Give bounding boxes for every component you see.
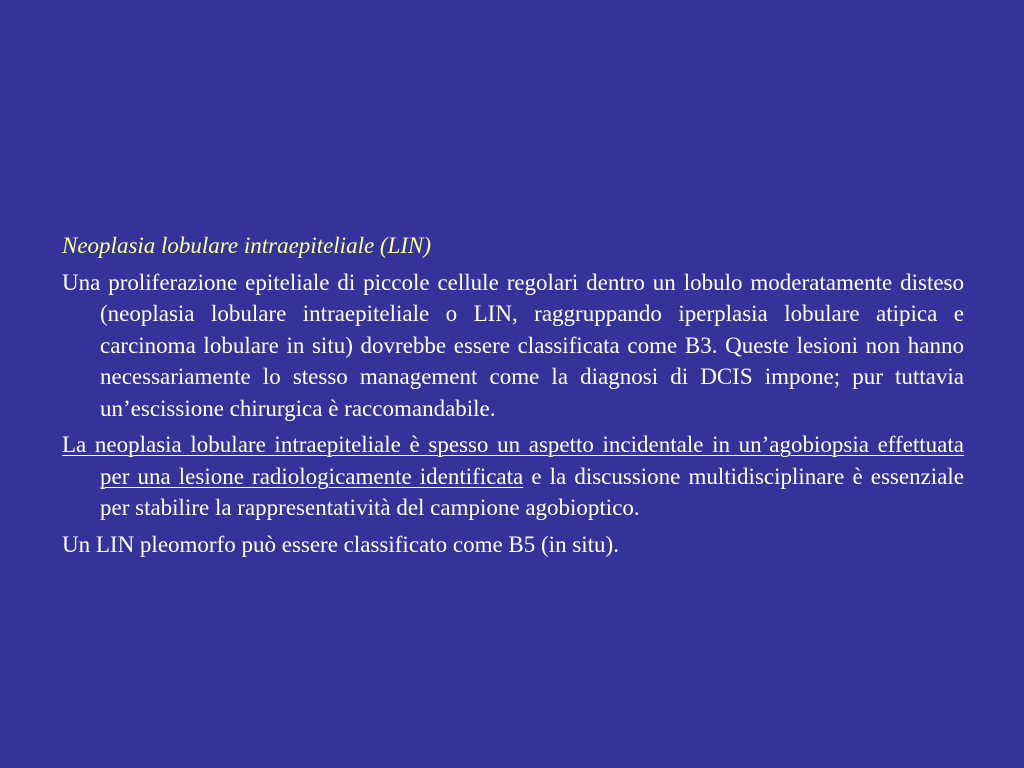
paragraph-agobiopsia-rest: e la discussione multidisciplinare è essenziale per stabilire la rappresentatività del campione agobioptico. xyxy=(100,463,964,520)
paragraph-definition: Una proliferazione epiteliale di piccole cellule regolari dentro un lobulo moderatamente disteso (neoplasia lobulare intraepiteliale o LIN, raggruppando iperplasia lobulare atipica e carcinoma lobulare in situ) dovrebbe essere classificata come B3. Queste lesioni non hanno necessariamente lo stesso management come la diagnosi di DCIS impone; pur tuttavia un’escissione chirurgica è raccomandabile. xyxy=(62,269,964,421)
paragraph-agobiopsia xyxy=(62,429,964,524)
slide-content xyxy=(62,230,964,565)
paragraph-pleomorfo: Un LIN pleomorfo può essere classificato come B5 (in situ). xyxy=(62,531,619,557)
underlined-text: La neoplasia lobulare intraepiteliale è spesso un aspetto incidentale in un’agobiopsia effettuata per una lesione radiologicamente identificata xyxy=(62,432,964,489)
slide-title: Neoplasia lobulare intraepiteliale (LIN) xyxy=(62,233,432,258)
